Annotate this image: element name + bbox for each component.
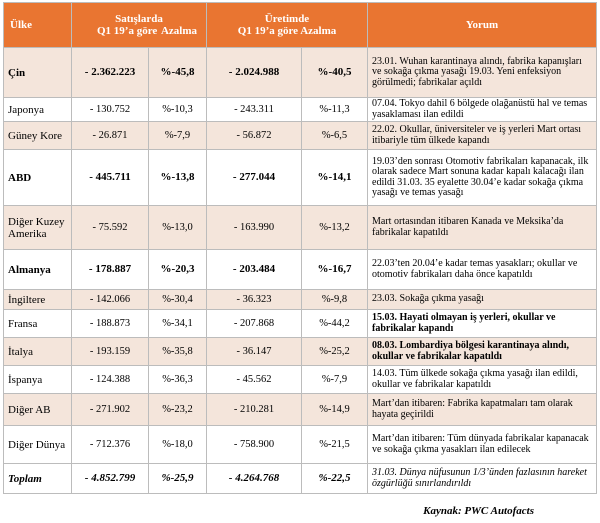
sales-value-cell: - 188.873 — [72, 310, 149, 338]
table-row — [4, 98, 597, 122]
sales-value-cell: - 712.376 — [72, 426, 149, 464]
production-value-cell: - 277.044 — [207, 150, 302, 206]
total-production-value-cell: - 4.264.768 — [207, 464, 302, 494]
country-cell: Diğer Dünya — [4, 426, 72, 464]
production-pct-cell: %-44,2 — [302, 310, 368, 338]
table-row — [4, 290, 597, 310]
production-value-cell: - 207.868 — [207, 310, 302, 338]
production-value-cell: - 2.024.988 — [207, 48, 302, 98]
header-row — [4, 3, 597, 48]
production-value-cell: - 203.484 — [207, 250, 302, 290]
total-comment-cell: 31.03. Dünya nüfusunun 1/3’ünden fazlasının hareket özgürlüğü sınırlandırıldı — [368, 464, 597, 494]
production-value-cell: - 243.311 — [207, 98, 302, 122]
sales-value-cell: - 75.592 — [72, 206, 149, 250]
table-row — [4, 48, 597, 98]
sales-value-cell: - 124.388 — [72, 366, 149, 394]
header-sales-sub-right: Azalma — [160, 25, 197, 37]
country-cell: İtalya — [4, 338, 72, 366]
data-table-container — [3, 2, 596, 494]
table-row — [4, 150, 597, 206]
sales-pct-cell: %-35,8 — [149, 338, 207, 366]
country-cell: Çin — [4, 48, 72, 98]
production-value-cell: - 163.990 — [207, 206, 302, 250]
sales-value-cell: - 445.711 — [72, 150, 149, 206]
header-production-sub: Q1 19’a göre Azalma — [237, 25, 337, 37]
sales-pct-cell: %-23,2 — [149, 394, 207, 426]
sales-value-cell: - 142.066 — [72, 290, 149, 310]
sales-pct-cell: %-36,3 — [149, 366, 207, 394]
comment-cell: 14.03. Tüm ülkede sokağa çıkma yasağı ilan edildi, okullar ve fabrikalar kapatıldı — [368, 366, 597, 394]
comment-cell: 19.03’den sonrası Otomotiv fabrikaları kapanacak, ilk olarak sadece Mart sonuna kadar kapalı kalacağı ilan edildi 31.03. 35 eyalette 30.04’e kadar sokağa çıkma yasağı ve temas yasağı — [368, 150, 597, 206]
total-label-cell: Toplam — [4, 464, 72, 494]
production-pct-cell: %-7,9 — [302, 366, 368, 394]
comment-cell: Mart’dan itibaren: Fabrika kapatmaları tam olarak hayata geçirildi — [368, 394, 597, 426]
production-pct-cell: %-14,1 — [302, 150, 368, 206]
comment-cell: 22.02. Okullar, üniversiteler ve iş yerleri Mart ortası itibariyle tüm ülkede kapandı — [368, 122, 597, 150]
header-sales — [72, 3, 207, 48]
production-pct-cell: %-16,7 — [302, 250, 368, 290]
country-cell: Almanya — [4, 250, 72, 290]
total-production-pct-cell: %-22,5 — [302, 464, 368, 494]
sales-pct-cell: %-45,8 — [149, 48, 207, 98]
header-production-top: Üretimde — [264, 13, 310, 25]
table-body — [4, 48, 597, 494]
comment-cell: 23.01. Wuhan karantinaya alındı, fabrika kapanışları ve sokağa çıkma yasağı 19.03. Yeni enfeksiyon görülmedi; fabrikalar açıldı — [368, 48, 597, 98]
comment-cell: 08.03. Lombardiya bölgesi karantinaya alındı, okullar ve fabrikalar kapatıldı — [368, 338, 597, 366]
production-value-cell: - 36.323 — [207, 290, 302, 310]
comment-cell: 22.03’ten 20.04’e kadar temas yasakları; okullar ve otomotiv fabrikaları daha önce kapatıldı — [368, 250, 597, 290]
sales-value-cell: - 178.887 — [72, 250, 149, 290]
sales-pct-cell: %-18,0 — [149, 426, 207, 464]
data-table — [3, 2, 597, 494]
sales-pct-cell: %-30,4 — [149, 290, 207, 310]
comment-cell: 07.04. Tokyo dahil 6 bölgede olağanüstü hal ve temas yasaklaması ilan edildi — [368, 98, 597, 122]
source-note: Kaynak: PWC Autofacts — [423, 505, 534, 517]
sales-value-cell: - 130.752 — [72, 98, 149, 122]
comment-cell: Mart’dan itibaren: Tüm dünyada fabrikalar kapanacak ve sokağa çıkma yasakları ilan edilecek — [368, 426, 597, 464]
header-sales-sub-left: Q1 19’a göre — [97, 25, 158, 37]
sales-pct-cell: %-20,3 — [149, 250, 207, 290]
production-pct-cell: %-13,2 — [302, 206, 368, 250]
sales-pct-cell: %-7,9 — [149, 122, 207, 150]
sales-pct-cell: %-10,3 — [149, 98, 207, 122]
country-cell: İngiltere — [4, 290, 72, 310]
sales-pct-cell: %-13,8 — [149, 150, 207, 206]
country-cell: Diğer AB — [4, 394, 72, 426]
comment-cell: 15.03. Hayati olmayan iş yerleri, okullar ve fabrikalar kapandı — [368, 310, 597, 338]
table-row — [4, 366, 597, 394]
production-pct-cell: %-25,2 — [302, 338, 368, 366]
production-pct-cell: %-9,8 — [302, 290, 368, 310]
country-cell: Güney Kore — [4, 122, 72, 150]
production-pct-cell: %-14,9 — [302, 394, 368, 426]
total-sales-pct-cell: %-25,9 — [149, 464, 207, 494]
header-sales-top: Satışlarda — [115, 13, 163, 25]
header-comment: Yorum — [368, 3, 597, 48]
table-row — [4, 394, 597, 426]
sales-value-cell: - 193.159 — [72, 338, 149, 366]
country-cell: Fransa — [4, 310, 72, 338]
sales-pct-cell: %-13,0 — [149, 206, 207, 250]
sales-pct-cell: %-34,1 — [149, 310, 207, 338]
header-country: Ülke — [4, 3, 72, 48]
comment-cell: Mart ortasından itibaren Kanada ve Meksika’da fabrikalar kapatıldı — [368, 206, 597, 250]
production-value-cell: - 210.281 — [207, 394, 302, 426]
production-value-cell: - 56.872 — [207, 122, 302, 150]
production-value-cell: - 758.900 — [207, 426, 302, 464]
table-row — [4, 310, 597, 338]
sales-value-cell: - 2.362.223 — [72, 48, 149, 98]
production-pct-cell: %-40,5 — [302, 48, 368, 98]
production-value-cell: - 36.147 — [207, 338, 302, 366]
table-row — [4, 250, 597, 290]
country-cell: İspanya — [4, 366, 72, 394]
header-production — [207, 3, 368, 48]
sales-value-cell: - 26.871 — [72, 122, 149, 150]
country-cell: Japonya — [4, 98, 72, 122]
production-value-cell: - 45.562 — [207, 366, 302, 394]
country-cell: Diğer Kuzey Amerika — [4, 206, 72, 250]
sales-value-cell: - 271.902 — [72, 394, 149, 426]
table-row — [4, 122, 597, 150]
table-row — [4, 338, 597, 366]
country-cell: ABD — [4, 150, 72, 206]
production-pct-cell: %-11,3 — [302, 98, 368, 122]
total-row — [4, 464, 597, 494]
table-row — [4, 426, 597, 464]
production-pct-cell: %-21,5 — [302, 426, 368, 464]
comment-cell: 23.03. Sokağa çıkma yasağı — [368, 290, 597, 310]
production-pct-cell: %-6,5 — [302, 122, 368, 150]
total-sales-value-cell: - 4.852.799 — [72, 464, 149, 494]
table-row — [4, 206, 597, 250]
